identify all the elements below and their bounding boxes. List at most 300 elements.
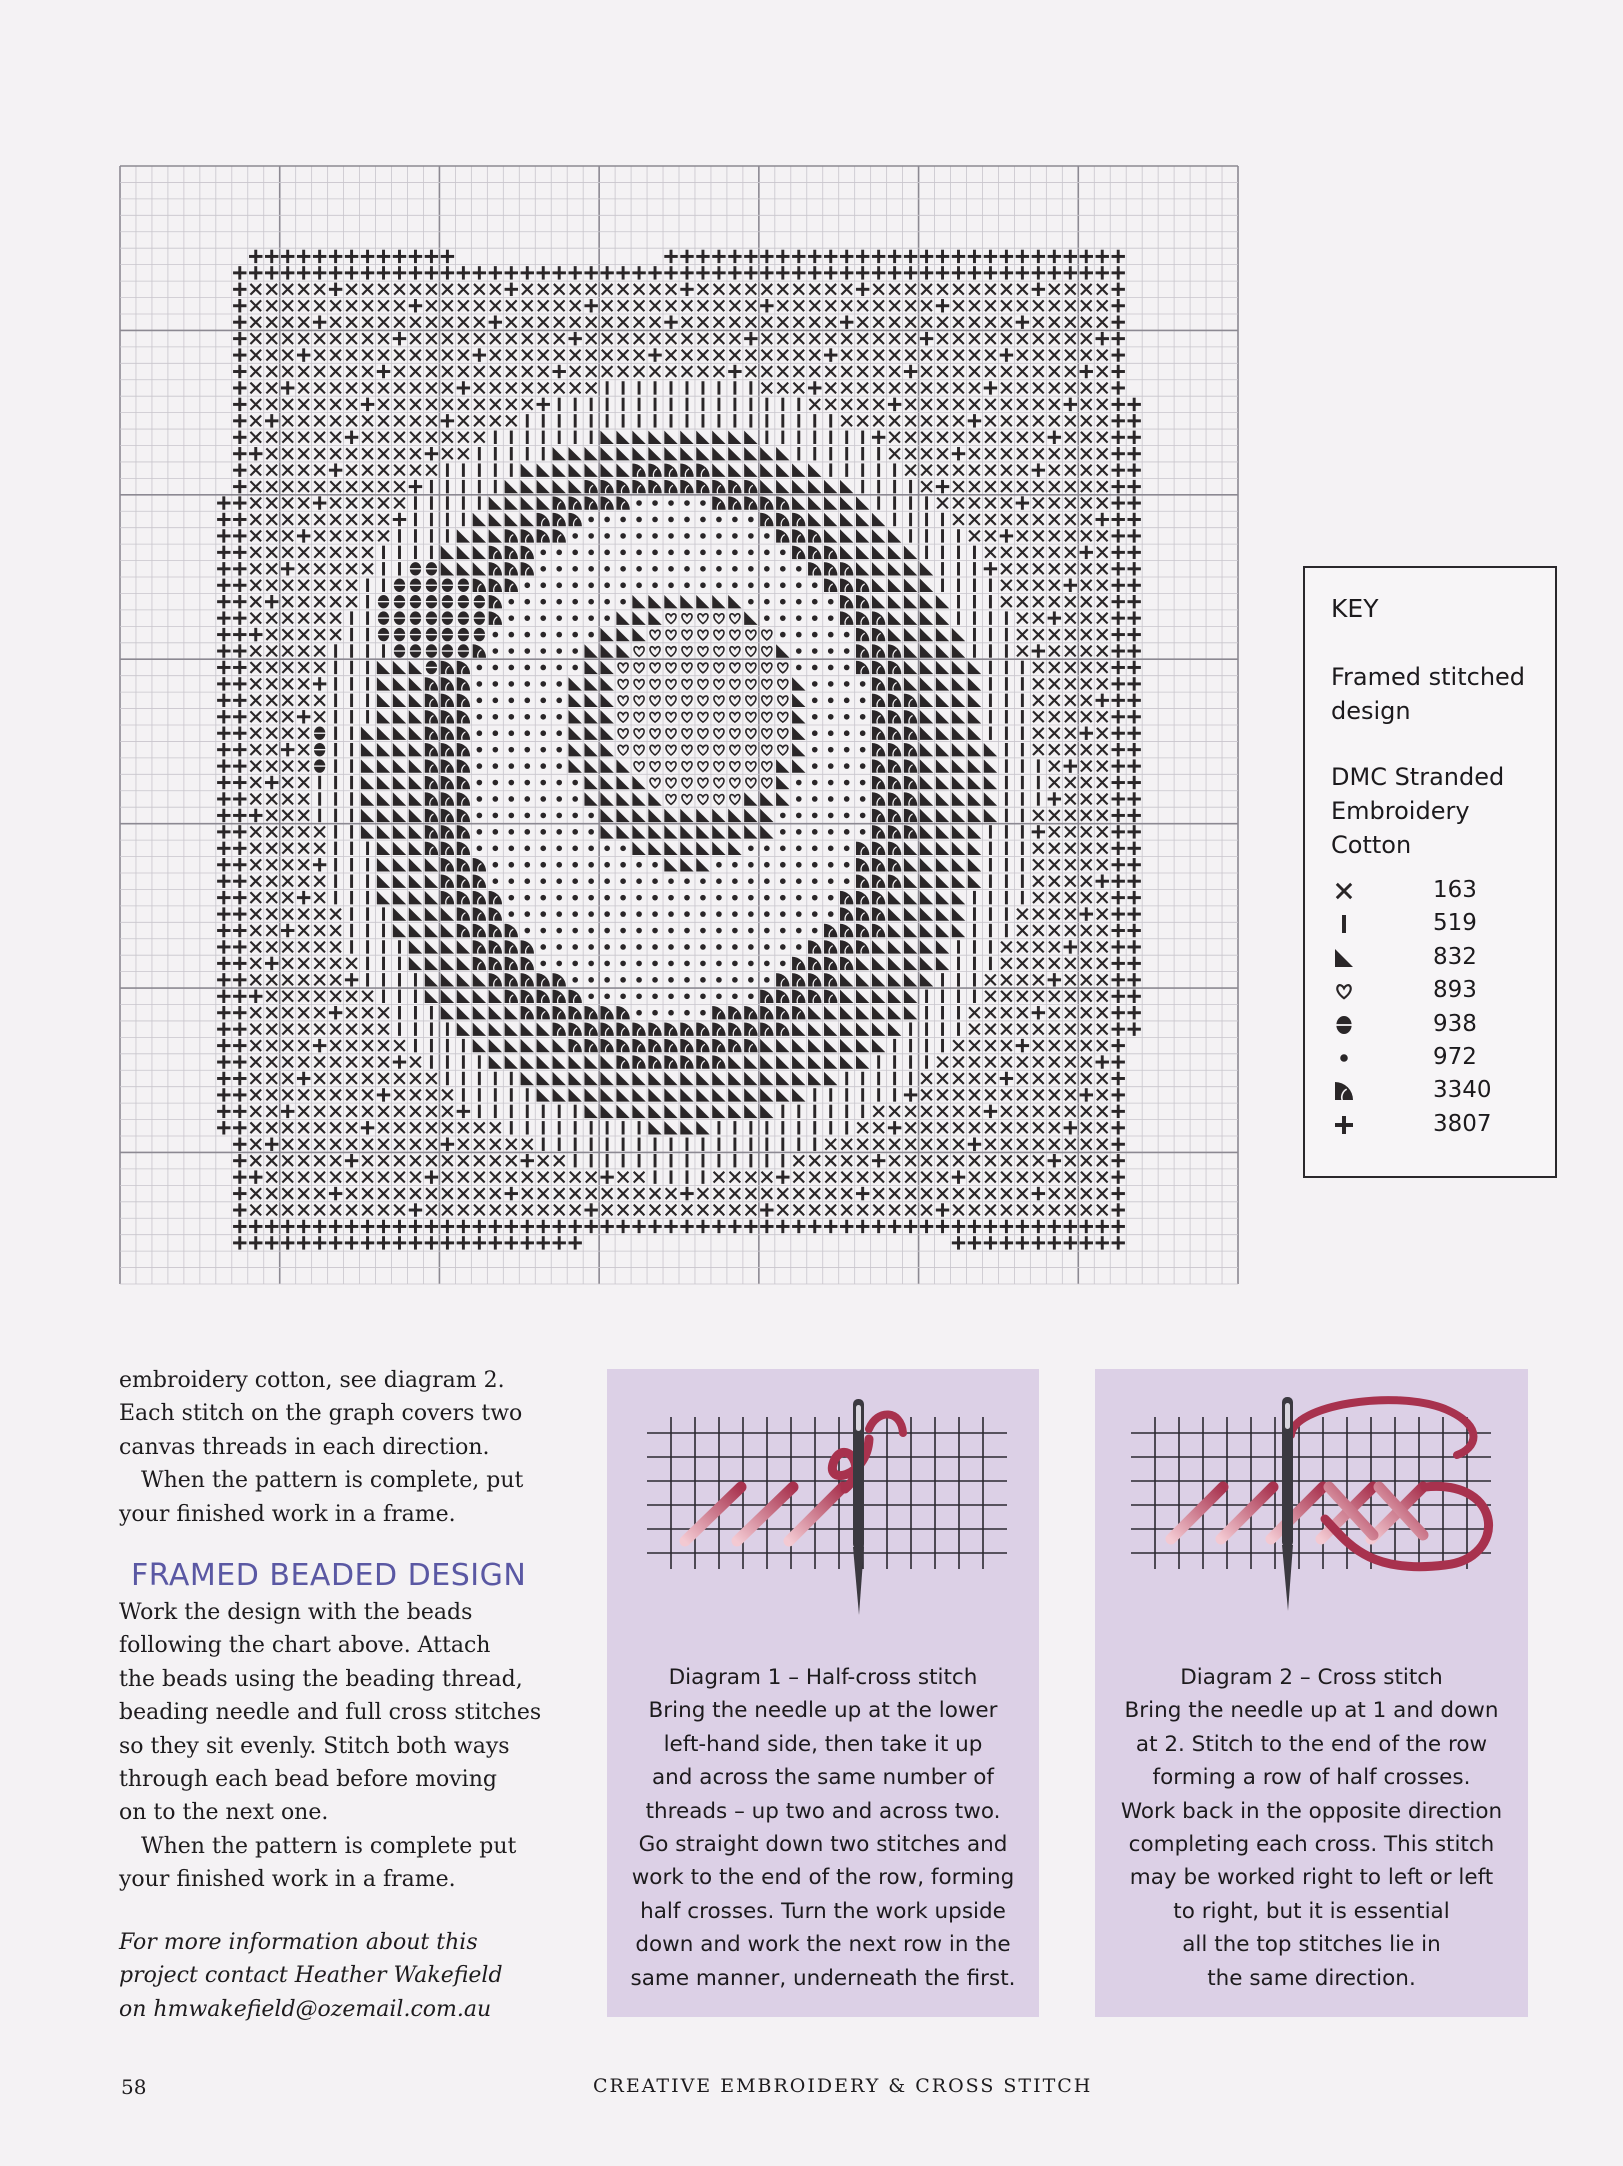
stitch-dot-972: [572, 961, 578, 967]
stitch-heart-893: [730, 663, 740, 673]
stitch-x-163: [809, 333, 820, 344]
stitch-x-163: [330, 333, 341, 344]
stitch-x-163: [490, 300, 501, 311]
key-code: 832: [1433, 943, 1477, 970]
stitch-fan-3340: [457, 776, 470, 789]
stitch-bar-519: [430, 496, 433, 509]
stitch-bar-519: [366, 694, 369, 707]
stitch-x-163: [330, 958, 341, 969]
stitch-x-163: [602, 300, 613, 311]
stitch-cross-3807: [1048, 266, 1061, 279]
stitch-x-163: [394, 1090, 405, 1101]
stitch-dot-972: [540, 944, 546, 950]
stitch-cross-3807: [345, 431, 358, 444]
stitch-cross-3807: [1127, 546, 1140, 559]
key-item: [1329, 1074, 1529, 1107]
stitch-fan-3340: [568, 513, 581, 526]
stitch-triangle-832: [680, 447, 693, 460]
stitch-fan-3340: [457, 694, 470, 707]
stitch-x-163: [1081, 383, 1092, 394]
stitch-x-163: [1049, 827, 1060, 838]
stitch-cross-3807: [1064, 266, 1077, 279]
stitch-x-163: [969, 1205, 980, 1216]
stitch-cross-3807: [1112, 825, 1125, 838]
stitch-bar-519: [989, 957, 992, 970]
stitch-cross-3807: [1112, 776, 1125, 789]
stitch-x-163: [1033, 514, 1044, 525]
stitch-bar-519: [590, 1154, 593, 1167]
stitch-fan-3340: [584, 1006, 597, 1019]
stitch-dot-972: [700, 533, 706, 539]
stitch-x-163: [1097, 1139, 1108, 1150]
stitch-oval-938: [314, 759, 326, 772]
stitch-x-163: [378, 1172, 389, 1183]
stitch-x-163: [282, 1057, 293, 1068]
stitch-cross-3807: [297, 710, 310, 723]
stitch-bar-519: [1037, 792, 1040, 805]
stitch-x-163: [282, 942, 293, 953]
cross-stitch-chart: [116, 160, 1242, 1292]
stitch-x-163: [458, 399, 469, 410]
stitch-fan-3340: [840, 595, 853, 608]
stitch-dot-972: [604, 977, 610, 983]
stitch-cross-3807: [888, 266, 901, 279]
stitch-fan-3340: [904, 809, 917, 822]
stitch-bar-519: [781, 1138, 784, 1151]
stitch-x-163: [282, 662, 293, 673]
stitch-cross-3807: [233, 1236, 246, 1249]
stitch-x-163: [953, 333, 964, 344]
stitch-dot-972: [508, 632, 514, 638]
stitch-x-163: [378, 432, 389, 443]
stitch-x-163: [1081, 843, 1092, 854]
stitch-cross-3807: [217, 759, 230, 772]
stitch-x-163: [282, 580, 293, 591]
stitch-triangle-832: [600, 1088, 613, 1101]
stitch-bar-519: [845, 447, 848, 460]
stitch-x-163: [969, 1024, 980, 1035]
stitch-triangle-832: [920, 874, 933, 887]
stitch-dot-972: [668, 911, 674, 917]
stitch-bar-519: [590, 431, 593, 444]
stitch-bar-519: [478, 480, 481, 493]
stitch-cross-3807: [233, 315, 246, 328]
stitch-dot-972: [508, 665, 514, 671]
stitch-x-163: [873, 399, 884, 410]
stitch-bar-519: [701, 414, 704, 427]
stitch-x-163: [410, 383, 421, 394]
stitch-x-163: [266, 761, 277, 772]
stitch-triangle-832: [616, 611, 629, 624]
stitch-x-163: [1065, 1172, 1076, 1183]
stitch-heart-893: [730, 696, 740, 706]
text-line: the beads using the beading thread,: [119, 1666, 523, 1692]
stitch-x-163: [730, 333, 741, 344]
stitch-fan-3340: [664, 1055, 677, 1068]
stitch-bar-519: [462, 513, 465, 526]
section-heading: FRAMED BEADED DESIGN: [131, 1558, 527, 1593]
stitch-cross-3807: [968, 250, 981, 263]
stitch-triangle-832: [728, 1105, 741, 1118]
stitch-x-163: [937, 317, 948, 328]
stitch-cross-3807: [217, 1006, 230, 1019]
stitch-triangle-832: [744, 792, 757, 805]
stitch-bar-519: [733, 1138, 736, 1151]
stitch-x-163: [1017, 1090, 1028, 1101]
stitch-triangle-832: [808, 513, 821, 526]
stitch-x-163: [458, 1139, 469, 1150]
stitch-x-163: [825, 1155, 836, 1166]
stitch-x-163: [346, 563, 357, 574]
stitch-triangle-832: [920, 579, 933, 592]
stitch-x-163: [969, 432, 980, 443]
stitch-dot-972: [556, 829, 562, 835]
stitch-triangle-832: [936, 595, 949, 608]
stitch-dot-972: [780, 944, 786, 950]
stitch-cross-3807: [217, 694, 230, 707]
stitch-dot-972: [700, 993, 706, 999]
stitch-x-163: [362, 991, 373, 1002]
stitch-triangle-832: [920, 776, 933, 789]
key-code: 163: [1433, 877, 1477, 903]
stitch-x-163: [474, 432, 485, 443]
stitch-oval-938: [393, 644, 405, 657]
stitch-heart-893: [714, 729, 724, 739]
stitch-x-163: [1081, 1155, 1092, 1166]
stitch-triangle-832: [936, 858, 949, 871]
stitch-x-163: [330, 432, 341, 443]
text-line: When the pattern is complete, put: [141, 1468, 524, 1494]
stitch-cross-3807: [1127, 973, 1140, 986]
stitch-fan-3340: [872, 644, 885, 657]
stitch-cross-3807: [648, 1220, 661, 1233]
stitch-cross-3807: [1112, 1187, 1125, 1200]
stitch-x-163: [921, 1205, 932, 1216]
stitch-bar-519: [558, 431, 561, 444]
stitch-dot-972: [748, 566, 754, 572]
key-code: 3807: [1433, 1110, 1492, 1137]
stitch-dot-972: [477, 714, 483, 720]
stitch-cross-3807: [217, 924, 230, 937]
stitch-dot-972: [796, 796, 802, 802]
stitch-triangle-832: [473, 990, 486, 1003]
text-line: Bring the needle up at 1 and down: [1124, 1698, 1499, 1724]
stitch-cross-3807: [233, 513, 246, 526]
stitch-cross-3807: [473, 266, 486, 279]
stitch-dot-972: [508, 829, 514, 835]
stitch-triangle-832: [441, 940, 454, 953]
stitch-x-163: [1065, 563, 1076, 574]
stitch-triangle-832: [441, 990, 454, 1003]
stitch-dot-972: [556, 763, 562, 769]
stitch-bar-519: [941, 1022, 944, 1035]
stitch-x-163: [1065, 695, 1076, 706]
stitch-x-163: [985, 465, 996, 476]
stitch-cross-3807: [584, 266, 597, 279]
stitch-dot-972: [572, 845, 578, 851]
stitch-fan-3340: [505, 957, 518, 970]
stitch-x-163: [298, 679, 309, 690]
stitch-x-163: [618, 1172, 629, 1183]
stitch-oval-938: [457, 628, 469, 641]
stitch-triangle-832: [904, 562, 917, 575]
stitch-cross-3807: [217, 710, 230, 723]
stitch-x-163: [554, 383, 565, 394]
stitch-x-163: [953, 415, 964, 426]
stitch-cross-3807: [537, 266, 550, 279]
stitch-dot-972: [748, 582, 754, 588]
stitch-cross-3807: [217, 727, 230, 740]
stitch-x-163: [1001, 366, 1012, 377]
stitch-x-163: [282, 695, 293, 706]
stitch-x-163: [1001, 1007, 1012, 1018]
stitch-x-163: [873, 1139, 884, 1150]
stitch-heart-893: [650, 680, 660, 690]
stitch-x-163: [1049, 1205, 1060, 1216]
stitch-cross-3807: [281, 1236, 294, 1249]
stitch-triangle-832: [568, 1088, 581, 1101]
stitch-fan-3340: [904, 727, 917, 740]
stitch-x-163: [1097, 580, 1108, 591]
stitch-x-163: [1033, 498, 1044, 509]
stitch-x-163: [969, 1040, 980, 1051]
stitch-triangle-832: [952, 644, 965, 657]
stitch-heart-893: [698, 795, 708, 805]
stitch-cross-3807: [1080, 266, 1093, 279]
stitch-dot-972: [860, 813, 866, 819]
stitch-bar-519: [558, 1105, 561, 1118]
stitch-cross-3807: [1016, 315, 1029, 328]
stitch-cross-3807: [393, 332, 406, 345]
stitch-cross-3807: [233, 644, 246, 657]
stitch-x-163: [1065, 498, 1076, 509]
stitch-bar-519: [861, 1088, 864, 1101]
stitch-triangle-832: [904, 677, 917, 690]
stitch-x-163: [937, 1139, 948, 1150]
stitch-triangle-832: [840, 1055, 853, 1068]
stitch-bar-519: [462, 463, 465, 476]
stitch-dot-972: [844, 730, 850, 736]
stitch-triangle-832: [489, 513, 502, 526]
stitch-x-163: [314, 646, 325, 657]
stitch-x-163: [330, 1172, 341, 1183]
stitch-heart-893: [730, 712, 740, 722]
stitch-dot-972: [556, 681, 562, 687]
stitch-x-163: [282, 761, 293, 772]
stitch-x-163: [1033, 432, 1044, 443]
stitch-bar-519: [366, 710, 369, 723]
oval-938-icon: [1329, 1010, 1359, 1040]
stitch-x-163: [650, 1188, 661, 1199]
stitch-dot-972: [540, 698, 546, 704]
stitch-triangle-832: [920, 759, 933, 772]
stitch-heart-893: [746, 729, 756, 739]
stitch-x-163: [298, 596, 309, 607]
stitch-bar-519: [382, 644, 385, 657]
stitch-dot-972: [477, 829, 483, 835]
stitch-cross-3807: [1064, 250, 1077, 263]
stitch-dot-972: [477, 796, 483, 802]
stitch-x-163: [394, 300, 405, 311]
stitch-bar-519: [877, 480, 880, 493]
stitch-x-163: [1033, 1122, 1044, 1133]
stitch-triangle-832: [441, 1006, 454, 1019]
stitch-triangle-832: [952, 661, 965, 674]
stitch-x-163: [825, 300, 836, 311]
stitch-x-163: [746, 300, 757, 311]
stitch-fan-3340: [712, 480, 725, 493]
stitch-dot-972: [540, 862, 546, 868]
stitch-cross-3807: [1112, 250, 1125, 263]
stitch-x-163: [314, 1057, 325, 1068]
stitch-cross-3807: [265, 776, 278, 789]
stitch-dot-972: [716, 911, 722, 917]
stitch-fan-3340: [568, 496, 581, 509]
stitch-triangle-832: [600, 759, 613, 772]
stitch-bar-519: [909, 496, 912, 509]
stitch-x-163: [298, 415, 309, 426]
stitch-triangle-832: [728, 1055, 741, 1068]
key-item: [1329, 1041, 1529, 1074]
stitch-triangle-832: [584, 644, 597, 657]
stitch-cross-3807: [1064, 579, 1077, 592]
stitch-x-163: [330, 300, 341, 311]
stitch-bar-519: [638, 1154, 641, 1167]
stitch-dot-972: [493, 878, 499, 884]
stitch-fan-3340: [600, 1039, 613, 1052]
stitch-fan-3340: [792, 546, 805, 559]
stitch-bar-519: [366, 858, 369, 871]
stitch-fan-3340: [441, 694, 454, 707]
stitch-fan-3340: [457, 743, 470, 756]
stitch-fan-3340: [696, 1022, 709, 1035]
stitch-cross-3807: [760, 1203, 773, 1216]
stitch-x-163: [889, 383, 900, 394]
stitch-triangle-832: [664, 431, 677, 444]
stitch-bar-519: [877, 496, 880, 509]
stitch-x-163: [266, 284, 277, 295]
stitch-x-163: [490, 333, 501, 344]
stitch-dot-972: [748, 878, 754, 884]
stitch-cross-3807: [409, 480, 422, 493]
stitch-cross-3807: [377, 1236, 390, 1249]
stitch-x-163: [522, 399, 533, 410]
stitch-x-163: [1097, 942, 1108, 953]
stitch-x-163: [314, 399, 325, 410]
stitch-heart-893: [714, 778, 724, 788]
stitch-bar-519: [973, 628, 976, 641]
stitch-cross-3807: [872, 250, 885, 263]
stitch-fan-3340: [792, 973, 805, 986]
stitch-triangle-832: [377, 776, 390, 789]
stitch-cross-3807: [1112, 299, 1125, 312]
stitch-bar-519: [478, 1072, 481, 1085]
stitch-cross-3807: [904, 365, 917, 378]
stitch-dot-972: [556, 698, 562, 704]
stitch-dot-972: [493, 698, 499, 704]
stitch-dot-972: [636, 878, 642, 884]
stitch-heart-893: [778, 712, 788, 722]
stitch-x-163: [282, 958, 293, 969]
stitch-cross-3807: [329, 1187, 342, 1200]
stitch-triangle-832: [792, 710, 805, 723]
stitch-dot-972: [860, 829, 866, 835]
stitch-dot-972: [796, 632, 802, 638]
stitch-dot-972: [556, 895, 562, 901]
stitch-bar-519: [334, 710, 337, 723]
stitch-cross-3807: [233, 809, 246, 822]
text-line: all the top stitches lie in: [1182, 1932, 1441, 1958]
stitch-dot-972: [524, 681, 530, 687]
stitch-bar-519: [526, 1088, 529, 1101]
stitch-cross-3807: [1127, 480, 1140, 493]
stitch-x-163: [1017, 350, 1028, 361]
stitch-bar-519: [941, 513, 944, 526]
stitch-x-163: [1049, 876, 1060, 887]
stitch-triangle-832: [537, 480, 550, 493]
stitch-dot-972: [684, 911, 690, 917]
stitch-x-163: [314, 596, 325, 607]
stitch-x-163: [522, 284, 533, 295]
stitch-x-163: [921, 1139, 932, 1150]
stitch-x-163: [362, 300, 373, 311]
stitch-triangle-832: [712, 809, 725, 822]
stitch-x-163: [554, 1155, 565, 1166]
stitch-x-163: [298, 794, 309, 805]
stitch-triangle-832: [904, 611, 917, 624]
stitch-cross-3807: [425, 250, 438, 263]
stitch-fan-3340: [441, 874, 454, 887]
stitch-fan-3340: [457, 661, 470, 674]
stitch-bar-519: [1021, 743, 1024, 756]
key-item: [1329, 941, 1529, 974]
stitch-cross-3807: [1112, 907, 1125, 920]
stitch-x-163: [330, 1155, 341, 1166]
stitch-x-163: [298, 383, 309, 394]
stitch-triangle-832: [409, 776, 422, 789]
stitch-triangle-832: [808, 1039, 821, 1052]
stitch-dot-972: [860, 747, 866, 753]
stitch-triangle-832: [776, 447, 789, 460]
stitch-bar-519: [765, 1121, 768, 1134]
stitch-fan-3340: [521, 546, 534, 559]
stitch-bar-519: [909, 529, 912, 542]
stitch-bar-519: [654, 1154, 657, 1167]
stitch-bar-519: [733, 1121, 736, 1134]
stitch-triangle-832: [632, 611, 645, 624]
stitch-x-163: [1065, 1155, 1076, 1166]
stitch-bar-519: [334, 759, 337, 772]
stitch-x-163: [873, 1205, 884, 1216]
stitch-x-163: [1049, 383, 1060, 394]
stitch-x-163: [969, 300, 980, 311]
stitch-dot-972: [748, 517, 754, 523]
stitch-bar-519: [797, 431, 800, 444]
stitch-x-163: [266, 942, 277, 953]
stitch-triangle-832: [968, 661, 981, 674]
stitch-x-163: [426, 284, 437, 295]
stitch-x-163: [250, 761, 261, 772]
stitch-triangle-832: [521, 1039, 534, 1052]
stitch-triangle-832: [792, 480, 805, 493]
stitch-oval-938: [457, 595, 469, 608]
stitch-x-163: [985, 481, 996, 492]
stitch-triangle-832: [920, 677, 933, 690]
stitch-x-163: [282, 1024, 293, 1035]
stitch-fan-3340: [808, 973, 821, 986]
stitch-fan-3340: [425, 776, 438, 789]
stitch-bar-519: [973, 891, 976, 904]
